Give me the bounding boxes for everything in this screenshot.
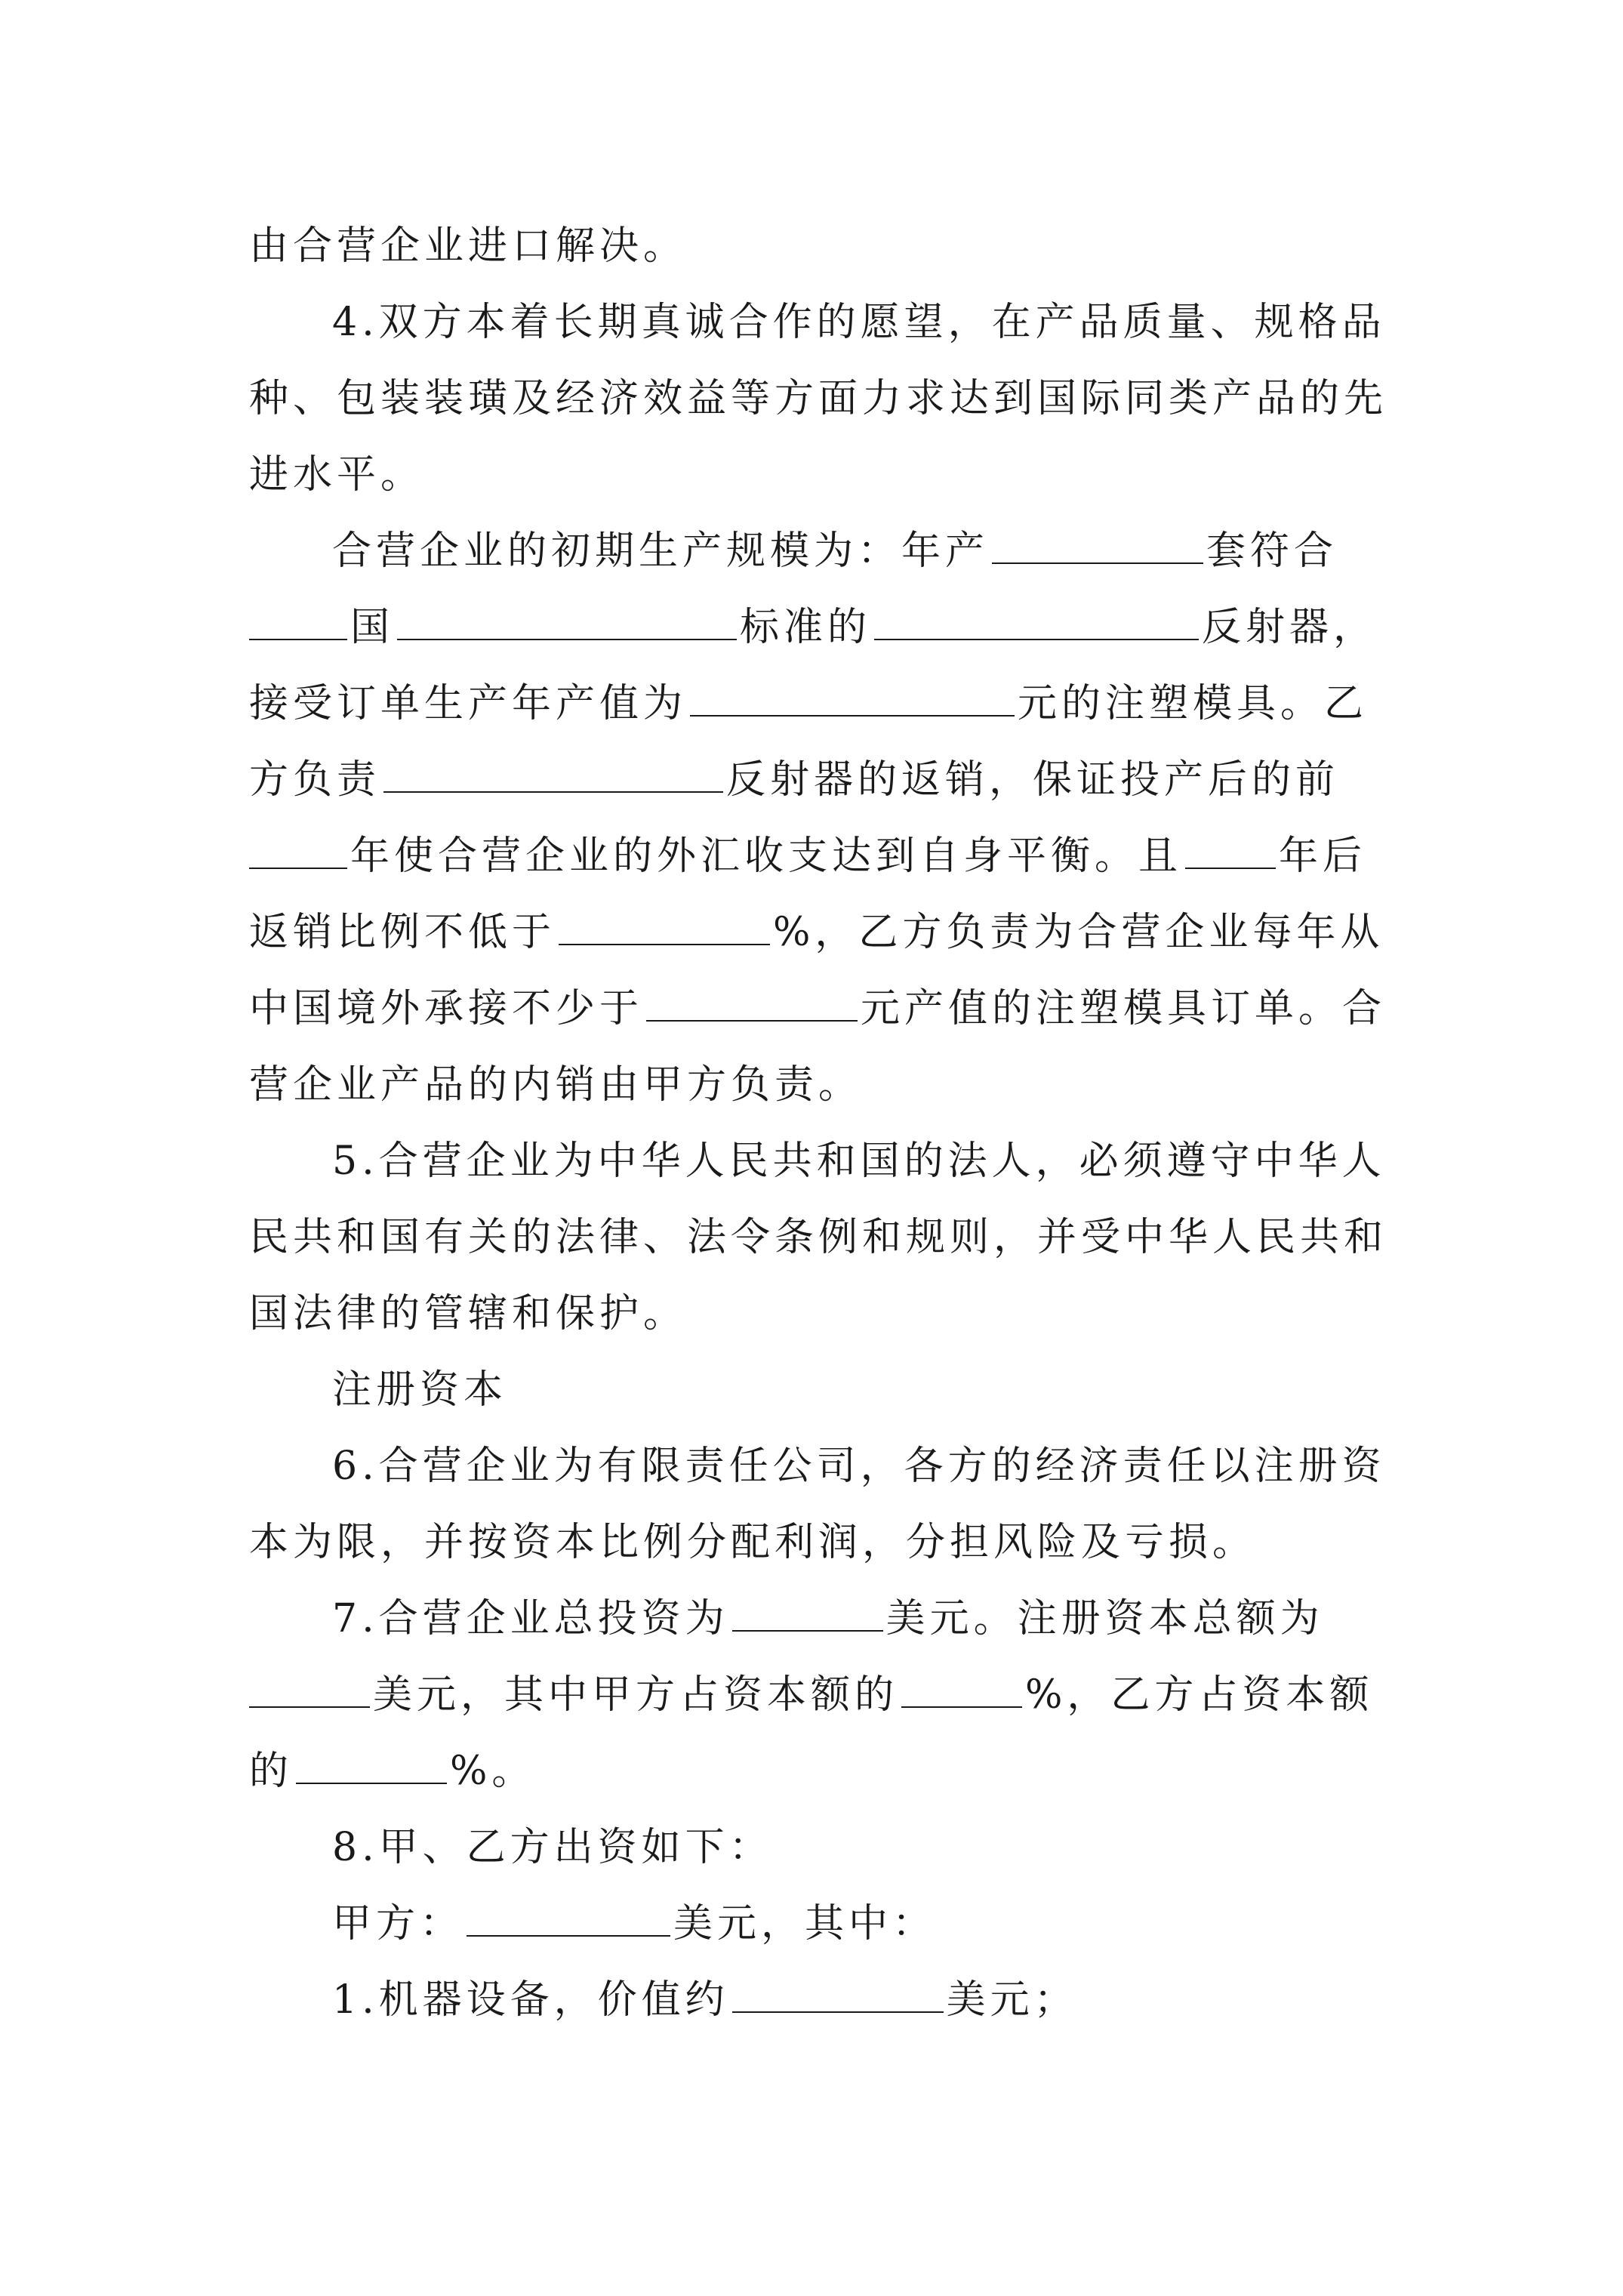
- clause-4-line: 4.双方本着长期真诚合作的愿望，在产品质量、规格品: [332, 300, 1386, 345]
- text-line: 接受订单生产年产值为 元的注塑模具。乙: [249, 666, 1381, 742]
- fill-blank[interactable]: [397, 596, 737, 640]
- fill-blank[interactable]: [249, 825, 347, 869]
- section-heading: 注册资本: [332, 1367, 508, 1413]
- fill-blank[interactable]: [467, 1893, 670, 1937]
- fill-blank[interactable]: [690, 673, 1015, 717]
- text-line: 民共和国有关的法律、法令条例和规则，并受中华人民共和: [249, 1215, 1388, 1260]
- text-line: 中国境外承接不少于 元产值的注塑模具订单。合: [249, 971, 1381, 1047]
- text-line: 国法律的管辖和保护。: [249, 1291, 688, 1336]
- fill-blank[interactable]: [249, 596, 347, 640]
- clause-7-line: 7.合营企业总投资为 美元。注册资本总额为: [249, 1581, 1381, 1657]
- fill-blank[interactable]: [296, 1740, 447, 1784]
- fill-blank[interactable]: [559, 901, 770, 945]
- text-line: 美元，其中甲方占资本额的 %，乙方占资本额: [249, 1657, 1381, 1734]
- fill-blank[interactable]: [1185, 825, 1276, 869]
- fill-blank[interactable]: [992, 520, 1203, 564]
- clause-6-line: 6.合营企业为有限责任公司，各方的经济责任以注册资: [332, 1444, 1386, 1489]
- fill-blank[interactable]: [732, 1969, 944, 2013]
- text-line: 合营企业的初期生产规模为：年产 套符合: [249, 513, 1381, 590]
- fill-blank[interactable]: [874, 596, 1199, 640]
- document-body: [249, 208, 1388, 2039]
- text-line: 由合营企业进口解决。: [249, 223, 688, 269]
- text-line: 返销比例不低于 %，乙方负责为合营企业每年从: [249, 895, 1381, 971]
- text-line: 甲方： 美元，其中：: [249, 1886, 1381, 1962]
- text-line: 年使合营企业的外汇收支达到自身平衡。且 年后: [249, 818, 1381, 895]
- text-line: 1.机器设备，价值约 美元；: [249, 1962, 1381, 2039]
- clause-5-line: 5.合营企业为中华人民共和国的法人，必须遵守中华人: [332, 1139, 1386, 1184]
- text-line: 国 标准的 反射器，: [249, 590, 1381, 666]
- text-line: 方负责 反射器的返销，保证投产后的前: [249, 742, 1381, 818]
- fill-blank[interactable]: [901, 1664, 1022, 1708]
- text-line: 种、包装装璜及经济效益等方面力求达到国际同类产品的先: [249, 376, 1388, 421]
- fill-blank[interactable]: [383, 749, 723, 793]
- text-line: 本为限，并按资本比例分配利润，分担风险及亏损。: [249, 1520, 1257, 1565]
- fill-blank[interactable]: [646, 978, 858, 1022]
- clause-8-line: 8.甲、乙方出资如下：: [332, 1825, 773, 1870]
- text-line: 的 %。: [249, 1734, 1381, 1810]
- fill-blank[interactable]: [732, 1588, 883, 1632]
- fill-blank[interactable]: [249, 1664, 370, 1708]
- text-line: 营企业产品的内销由甲方负责。: [249, 1062, 863, 1108]
- text-line: 进水平。: [249, 452, 425, 498]
